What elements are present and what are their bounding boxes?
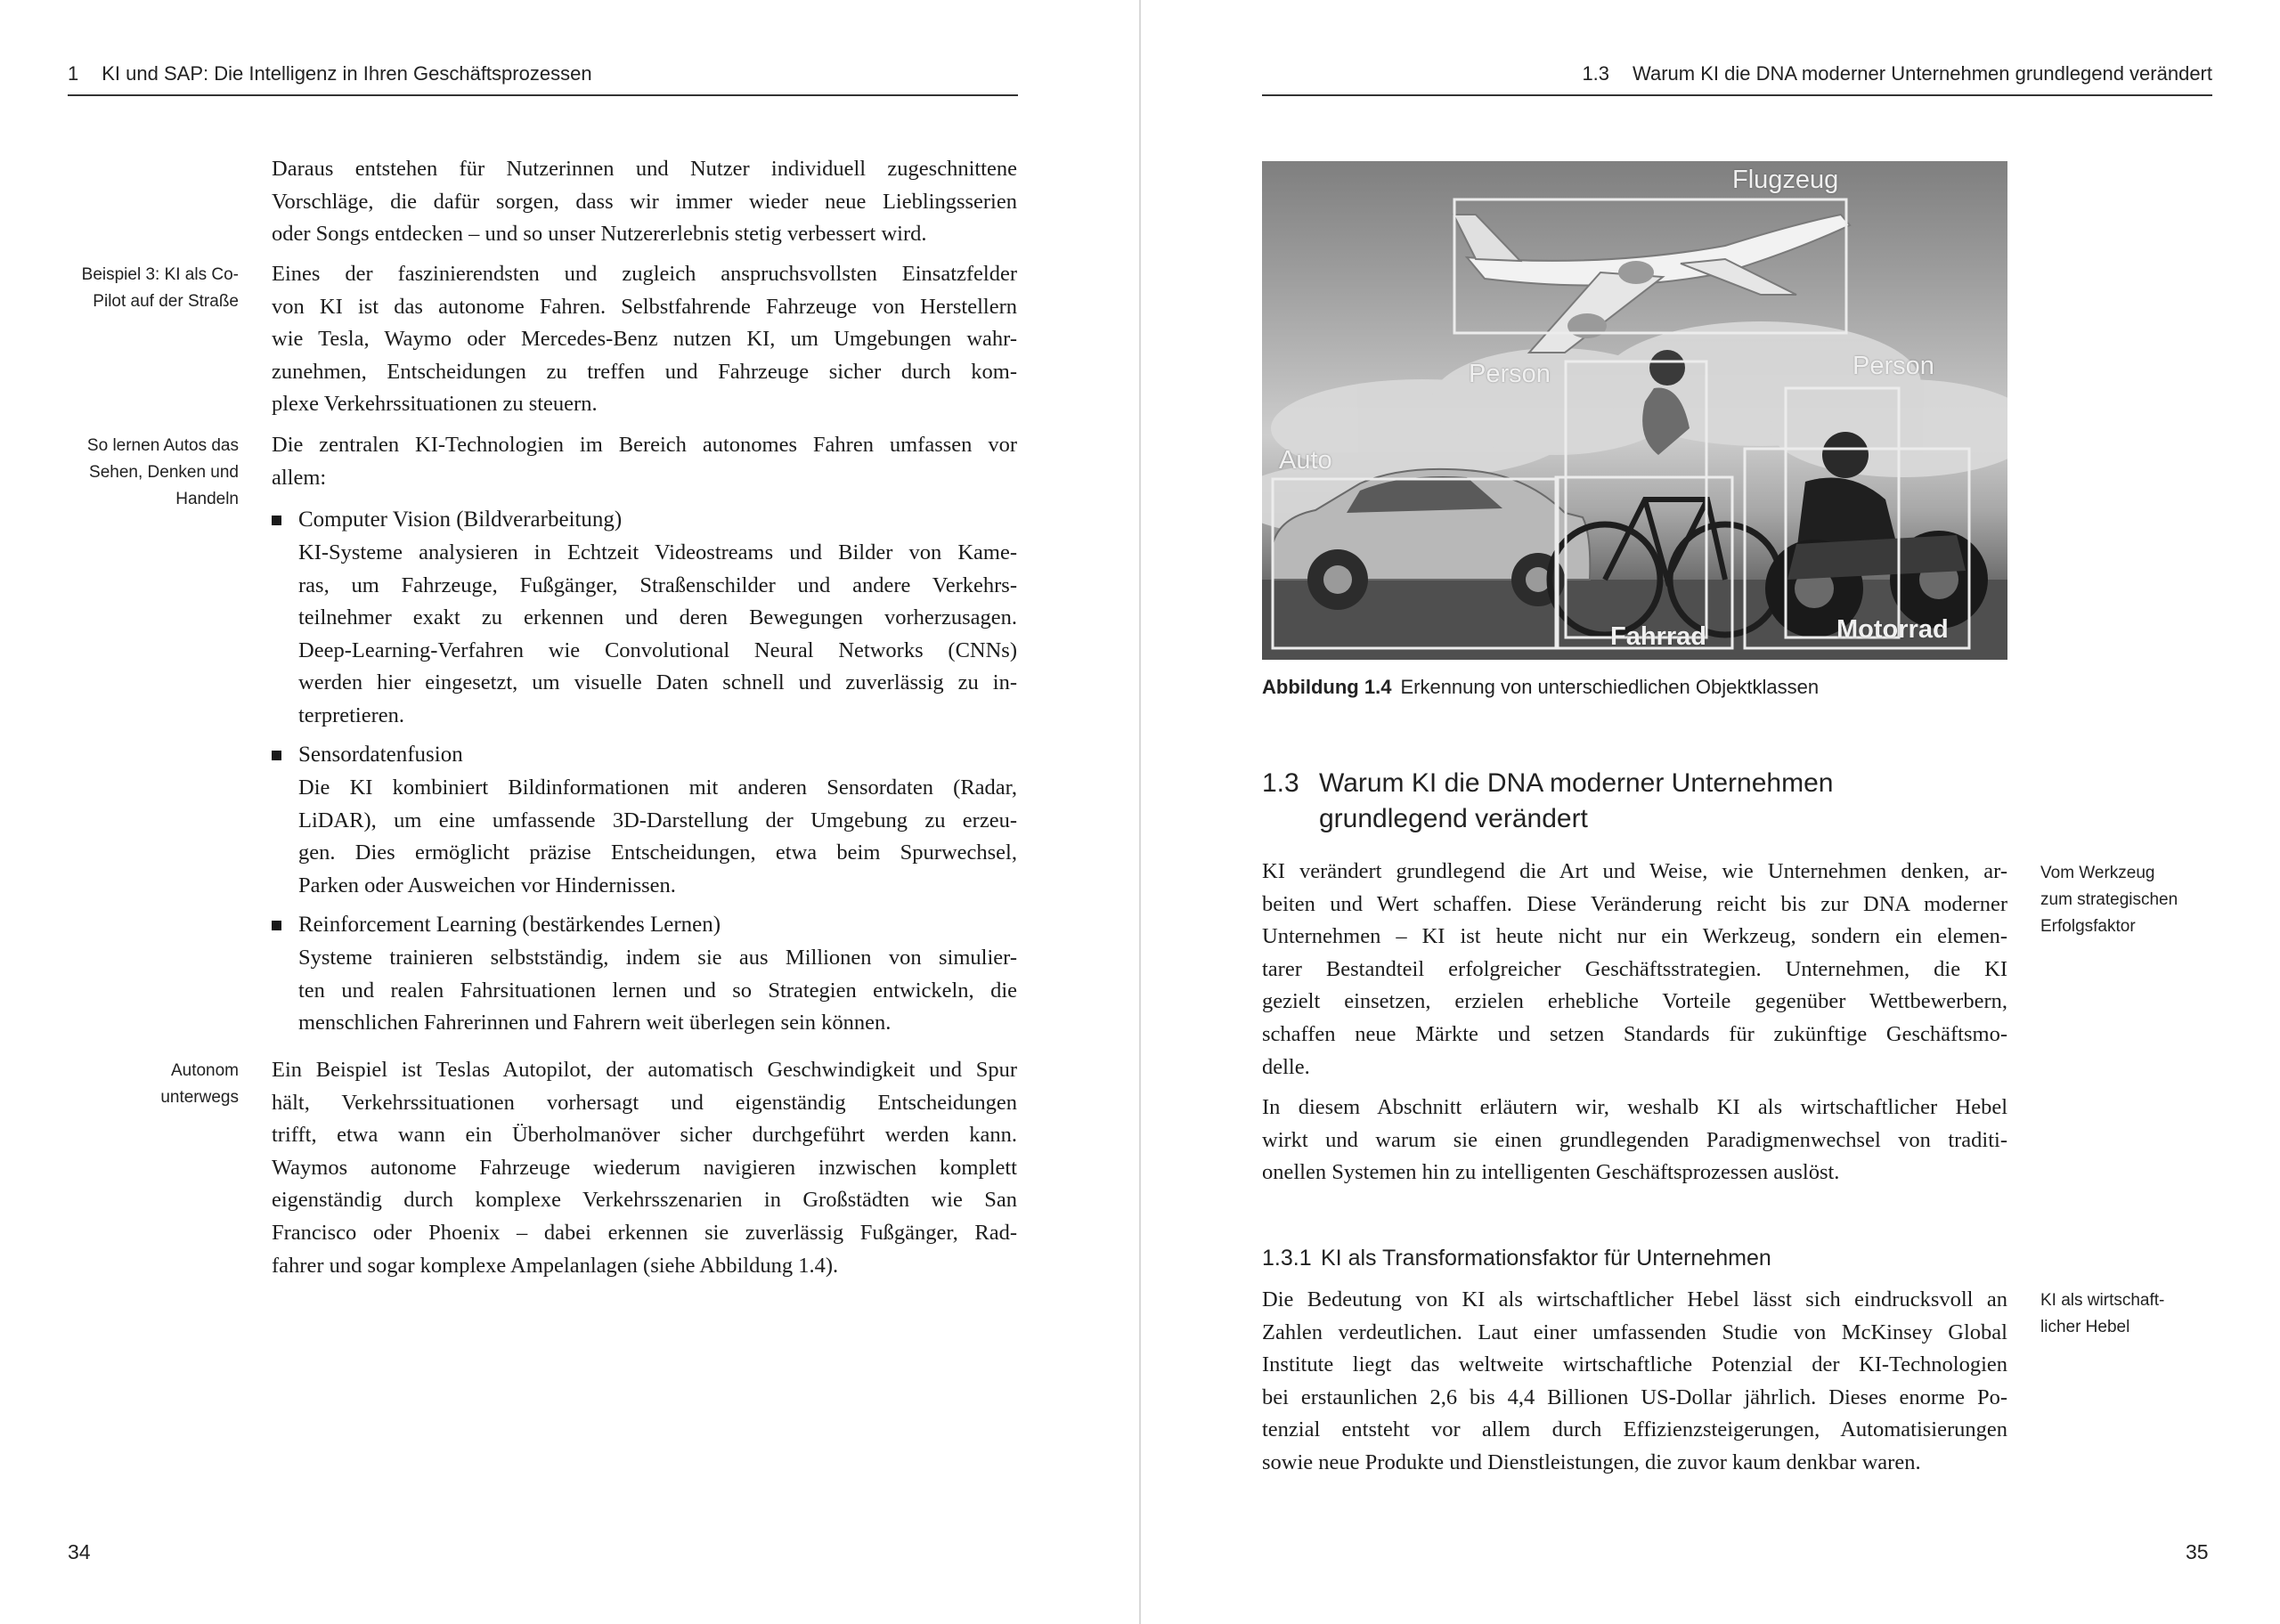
- margin-note-copilot: Beispiel 3: KI als Co- Pilot auf der Straße: [81, 265, 239, 311]
- bullet-square-icon: [272, 751, 281, 760]
- bullet-title: Computer Vision (Bildverarbeitung): [298, 508, 623, 532]
- chapter-title: KI und SAP: Die Intelligenz in Ihren Geschäftsprozessen: [102, 62, 592, 85]
- bullet-square-icon: [272, 921, 281, 930]
- label-motorrad: Motorrad: [1836, 615, 1949, 644]
- bullet-title: Sensordatenfusion: [298, 743, 463, 767]
- running-head-left: [68, 61, 592, 87]
- margin-note-autos-lernen: So lernen Autos das Sehen, Denken und Handeln: [86, 436, 239, 508]
- label-person-2: Person: [1852, 352, 1934, 380]
- page-number-right: 35: [2186, 1540, 2209, 1563]
- label-fahrrad: Fahrrad: [1610, 622, 1706, 651]
- section-heading-number: 1.3: [1262, 768, 1299, 798]
- bullet-body: Die KI kombiniert Bildinformationen mit anderen Sensordaten (Radar, LiDAR), um eine umfassende 3D-Darstellung der Umgebung zu erzeu- gen. Dies ermöglicht präzise Entscheidungen, etwa beim Spurwechsel, Parken oder Ausweichen vor Hindernissen.: [298, 775, 1017, 897]
- bullet-title: Reinforcement Learning (bestärkendes Lernen): [298, 913, 721, 937]
- paragraph-intro: Daraus entstehen für Nutzerinnen und Nutzer individuell zugeschnittene Vorschläge, die dafür sorgen, dass wir immer wieder neue Lieblingsserien oder Songs entdecken – und so unser Nutzererlebnis stetig verbessert wird.: [272, 157, 1017, 247]
- subsection-heading-title: KI als Transformationsfaktor für Unternehmen: [1321, 1246, 1771, 1271]
- label-person-1: Person: [1469, 360, 1551, 388]
- margin-note-werkzeug: Vom Werkzeug zum strategischen Erfolgsfaktor: [2040, 864, 2178, 936]
- object-detection-figure: [1262, 161, 2007, 660]
- running-head-right: [1262, 61, 2212, 87]
- figure-illustration: [1262, 161, 2007, 660]
- figure-caption: [1262, 674, 1819, 701]
- subsection-heading-number: 1.3.1: [1262, 1246, 1312, 1271]
- paragraph-ki-veraendert: KI verändert grundlegend die Art und Weise, wie Unternehmen denken, ar- beiten und Wert schaffen. Diese Veränderung reicht bis zur DNA moderner Unternehmen – KI ist heute nicht nur ein Werkzeug, sondern ein elemen- tarer Bestandteil erfolgreicher Geschäftsstrategien. Unternehmen, die KI gezielt einsetzen, erzielen erhebliche Vorteile gegenüber Wettbewerbern, schaffen neue Märkte und setzen Standards für zukünftige Geschäftsmo- delle.: [1262, 859, 2007, 1079]
- margin-note-hebel: KI als wirtschaft- licher Hebel: [2040, 1291, 2165, 1336]
- section-number: 1.3: [1582, 62, 1610, 85]
- margin-note-autonom: Autonom unterwegs: [160, 1061, 239, 1107]
- paragraph-ki-technologien: Die zentralen KI-Technologien im Bereich autonomes Fahren umfassen vor allem:: [272, 433, 1017, 490]
- paragraph-abschnitt: In diesem Abschnitt erläutern wir, weshalb KI als wirtschaftlicher Hebel wirkt und warum sie einen grundlegenden Paradigmenwechsel von traditi- onellen Systemen hin zu intelligenten Geschäftsprozessen auslöst.: [1262, 1095, 2007, 1185]
- label-flugzeug: Flugzeug: [1732, 166, 1839, 194]
- section-heading-line1: Warum KI die DNA moderner Unternehmen: [1319, 768, 1834, 798]
- chapter-number: 1: [68, 62, 79, 85]
- left-page: [0, 0, 1139, 1624]
- right-page: [1141, 0, 2280, 1624]
- section-heading-line2: grundlegend verändert: [1319, 804, 1588, 833]
- label-auto: Auto: [1279, 446, 1332, 475]
- header-rule-left: [68, 94, 1018, 96]
- caption-text: Erkennung von unterschiedlichen Objektklassen: [1400, 676, 1820, 698]
- bullet-body: KI-Systeme analysieren in Echtzeit Videostreams und Bilder von Kame- ras, um Fahrzeuge, Fußgänger, Straßenschilder und andere Verkehrs- teilnehmer exakt zu erkennen und deren Bewegungen vorherzusagen. Deep-Learning-Verfahren wie Convolutional Neural Networks (CNNs) werden hier eingesetzt, um visuelle Daten schnell und zuverlässig zu in- terpretieren.: [298, 540, 1017, 727]
- subsection-heading: [1262, 1243, 1771, 1273]
- caption-label: Abbildung 1.4: [1262, 676, 1392, 698]
- bullet-body: Systeme trainieren selbstständig, indem sie aus Millionen von simulier- ten und realen Fahrsituationen lernen und so Strategien entwickeln, die menschlichen Fahrerinnen und Fahrern weit überlegen sein können.: [298, 946, 1017, 1035]
- bullet-square-icon: [272, 516, 281, 525]
- paragraph-bedeutung: Die Bedeutung von KI als wirtschaftlicher Hebel lässt sich eindrucksvoll an Zahlen verdeutlichen. Laut einer umfassenden Studie von McKinsey Global Institute liegt das weltweite wirtschaftliche Potenzial der KI-Technologien bei erstaunlichen 2,6 bis 4,4 Billionen US-Dollar jährlich. Dieses enorme Po- tenzial entsteht vor allem durch Effizienzsteigerungen, Automatisierungen sowie neue Produkte und Dienstleistungen, die zuvor kaum denkbar waren.: [1262, 1287, 2007, 1474]
- paragraph-autonomes-fahren: Eines der faszinierendsten und zugleich anspruchsvollsten Einsatzfelder von KI ist das autonome Fahren. Selbstfahrende Fahrzeuge von Herstellern wie Tesla, Waymo oder Mercedes-Benz nutzen KI, um Umgebungen wahr- zunehmen, Entscheidungen zu treffen und Fahrzeuge sicher durch kom- plexe Verkehrssituationen zu steuern.: [272, 262, 1017, 417]
- section-title: Warum KI die DNA moderner Unternehmen grundlegend verändert: [1633, 62, 2212, 85]
- page-number-left: 34: [68, 1540, 91, 1563]
- paragraph-tesla-waymo: Ein Beispiel ist Teslas Autopilot, der automatisch Geschwindigkeit und Spur hält, Verkehrssituationen vorhersagt und eigenständig Entscheidungen trifft, etwa wann ein Überholmanöver sicher durchgeführt werden kann. Waymos autonome Fahrzeuge wiederum navigieren inzwischen komplett eigenständig durch komplexe Verkehrsszenarien in Großstädten wie San Francisco oder Phoenix – dabei erkennen sie zuverlässig Fußgänger, Rad- fahrer und sogar komplexe Ampelanlagen (siehe Abbildung 1.4).: [272, 1058, 1017, 1278]
- header-rule-right: [1262, 94, 2212, 96]
